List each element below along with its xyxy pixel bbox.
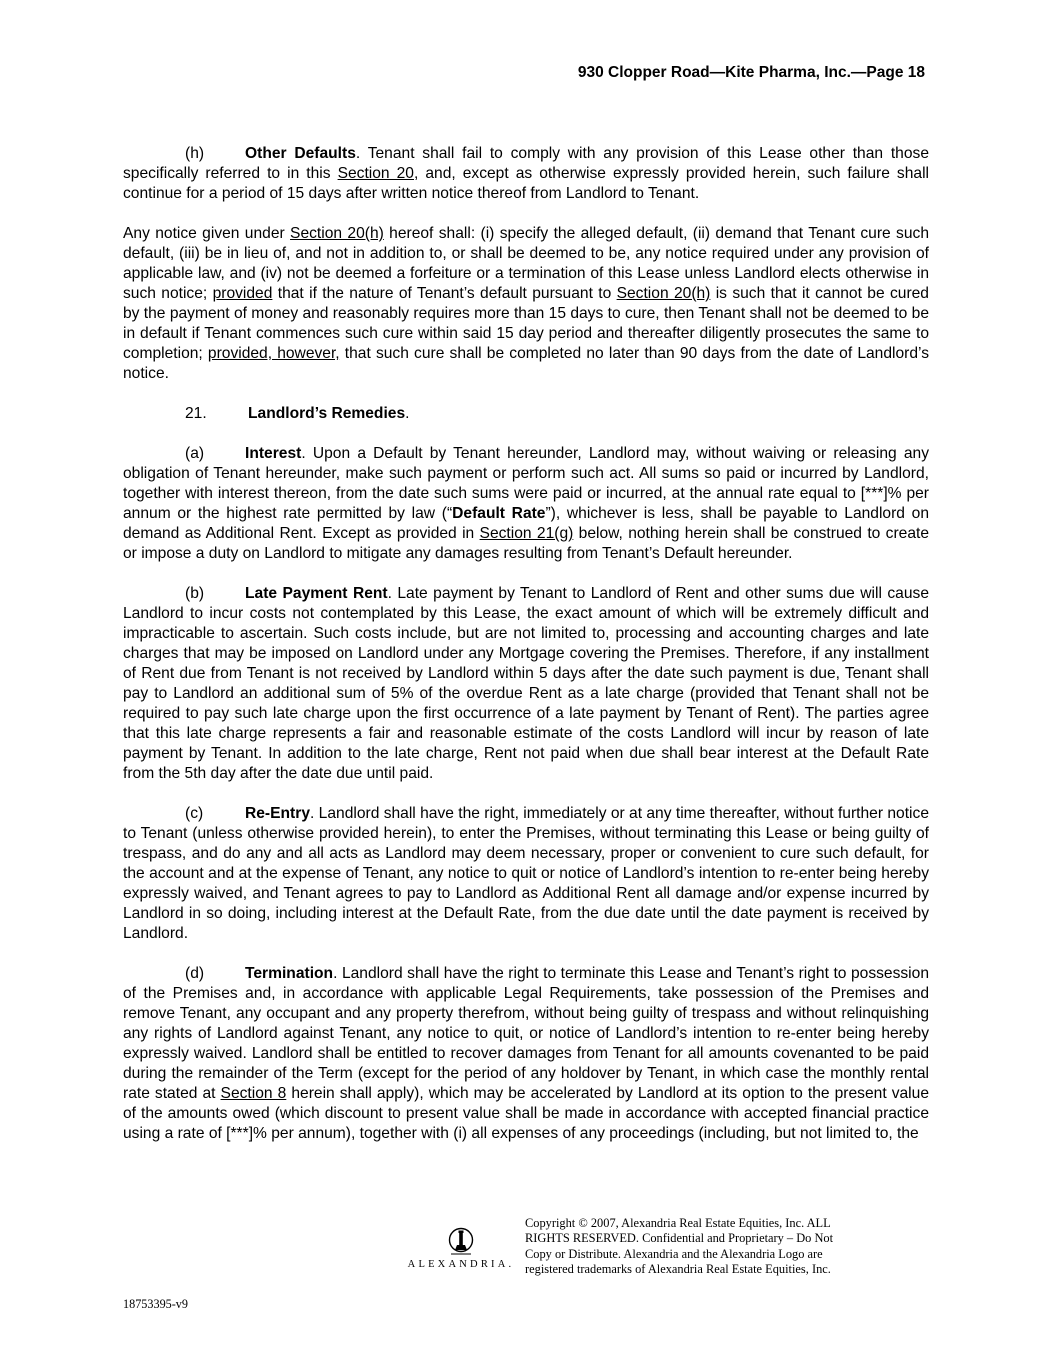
copyright-line: Copy or Distribute. Alexandria and the Alexandria Logo are [525,1246,823,1261]
section-20h-paragraph: (h) Other Defaults. Tenant shall fail to comply with any provision of this Lease other than those specifically referred to in this Section 20, and, except as otherwise expressly provided herein, such failure shall continue for a period of 15 days after written notice thereof from Landlord to Tenant. [123,145,929,202]
copyright-line: registered trademarks of Alexandria Real Estate Equities, Inc. [525,1261,831,1276]
section-heading: Termination [245,965,334,982]
notice-paragraph: Any notice given under Section 20(h) hereof shall: (i) specify the alleged default, (ii) demand that Tenant cure such default, (iii) be in lieu of, and not in addition to, or shall be deemed to be, any notice required under any provision of applicable law, and (iv) not be deemed a forfeiture or a termination of this Lease unless Landlord elects otherwise in such notice; provided that if the nature of Tenant’s default pursuant to Section 20(h) is such that it cannot be cured by the payment of money and reasonably requires more than 15 days to cure, then Tenant shall not be deemed to be in default if Tenant commences such cure within said 15 day period and thereafter diligently prosecutes the same to completion; provided, however, that such cure shall be completed no later than 90 days from the date of Landlord’s notice. [123,225,930,382]
section-title: Landlord’s Remedies [248,405,406,422]
section-8-ref: Section 8 [220,1085,287,1102]
section-label: (c) [185,805,204,822]
section-label: (h) [185,145,205,162]
section-heading: Other Defaults [245,145,356,162]
provided-ref: provided [212,285,273,302]
document-id: 18753395-v9 [123,1297,188,1311]
section-label: (d) [185,965,205,982]
section-label: (a) [185,445,205,462]
document-body [123,144,929,1164]
section-heading: Interest [245,445,302,462]
logo-wordmark: ALEXANDRIA. [407,1259,515,1270]
copyright-line: RIGHTS RESERVED. Confidential and Proprietary – Do Not [525,1231,834,1246]
section-20-link: Section 20 [337,165,414,182]
page-header: 930 Clopper Road—Kite Pharma, Inc.—Page 18 [577,64,925,81]
provided-however-ref: provided, however, [207,345,340,362]
section-label: (b) [185,585,205,602]
section-number: 21. [185,405,207,422]
default-rate-term: Default Rate [452,505,546,522]
section-21g-ref: Section 21(g) [479,525,574,542]
section-21d-paragraph: (d) Termination. Landlord shall have the right to terminate this Lease and Tenant’s right to possession of the Premises and, in accordance with applicable Legal Requirements, take possession of the Premises and remove Tenant, any occupant and any property therefrom, without being guilty of trespass and without relinquishing any rights of Landlord against Tenant, any notice to quit, or notice of Landlord’s intention to re-enter being hereby expressly waived. Landlord shall be entitled to recover damages from Tenant for all amounts covenanted to be paid during the remainder of the Term (except for the period of any holdover by Tenant, in which case the monthly rental rate stated at Section 8 herein shall apply), which may be accelerated by Landlord at its option to the present value of the amounts owed (which discount to present value shall be made in accordance with accepted financial practice using a rate of [***]% per annum), together with (i) all expenses of any proceedings (including, but not limited to, the [123,965,929,1142]
section-20h-ref-2: Section 20(h) [616,285,711,302]
section-heading: Late Payment Rent [245,585,388,602]
section-20h-ref: Section 20(h) [290,225,384,242]
section-21b-paragraph: (b) Late Payment Rent. Late payment by Tenant to Landlord of Rent and other sums due will cause Landlord to incur costs not contemplated by this Lease, the exact amount of which will be extremely difficult and impracticable to ascertain. Such costs include, but are not limited to, processing and accounting charges and late charges that may be imposed on Landlord under any Mortgage covering the Premises. Therefore, if any installment of Rent due from Tenant is not received by Landlord within 5 days after the date such payment is due, Tenant shall pay to Landlord an additional sum of 5% of the overdue Rent as a late charge (provided that Tenant shall not be required to pay such late charge upon the first occurrence of a late payment by Tenant of Rent). The parties agree that this late charge represents a fair and reasonable estimate of the costs Landlord will incur by reason of late payment by Tenant. In addition to the late charge, Rent not paid when due shall bear interest at the Default Rate from the 5th day after the date due until paid. [123,585,929,782]
copyright-notice [525,1216,905,1277]
section-21-heading: 21. Landlord’s Remedies. [185,405,410,422]
alexandria-logo [402,1227,520,1270]
lighthouse-icon [448,1227,474,1257]
section-21a-paragraph: (a) Interest. Upon a Default by Tenant hereunder, Landlord may, without waiving or releasing any obligation of Tenant hereunder, make such payment or perform such act. All sums so paid or incurred by Landlord, together with interest thereon, from the date such sums were paid or incurred, at the annual rate equal to [***]% per annum or the highest rate permitted by law (“Default Rate”), whichever is less, shall be payable to Landlord on demand as Additional Rent. Except as provided in Section 21(g) below, nothing herein shall be construed to create or impose a duty on Landlord to mitigate any damages resulting from Tenant’s Default hereunder. [123,445,930,562]
section-heading: Re-Entry [245,805,310,822]
section-21c-paragraph: (c) Re-Entry. Landlord shall have the right, immediately or at any time thereafter, without further notice to Tenant (unless otherwise provided herein), to enter the Premises, without terminating this Lease or being guilty of trespass, and do any and all acts as Landlord may deem necessary, proper or convenient to cure such default, for the account and at the expense of Tenant, any notice to quit or notice of Landlord’s intention to re-enter being hereby expressly waived, and Tenant agrees to pay to Landlord as Additional Rent all damage and/or expense incurred by Landlord in so doing, including interest at the Default Rate, from the due date until the date payment is received by Landlord. [123,805,929,942]
copyright-line: Copyright © 2007, Alexandria Real Estate Equities, Inc. ALL [525,1216,831,1230]
